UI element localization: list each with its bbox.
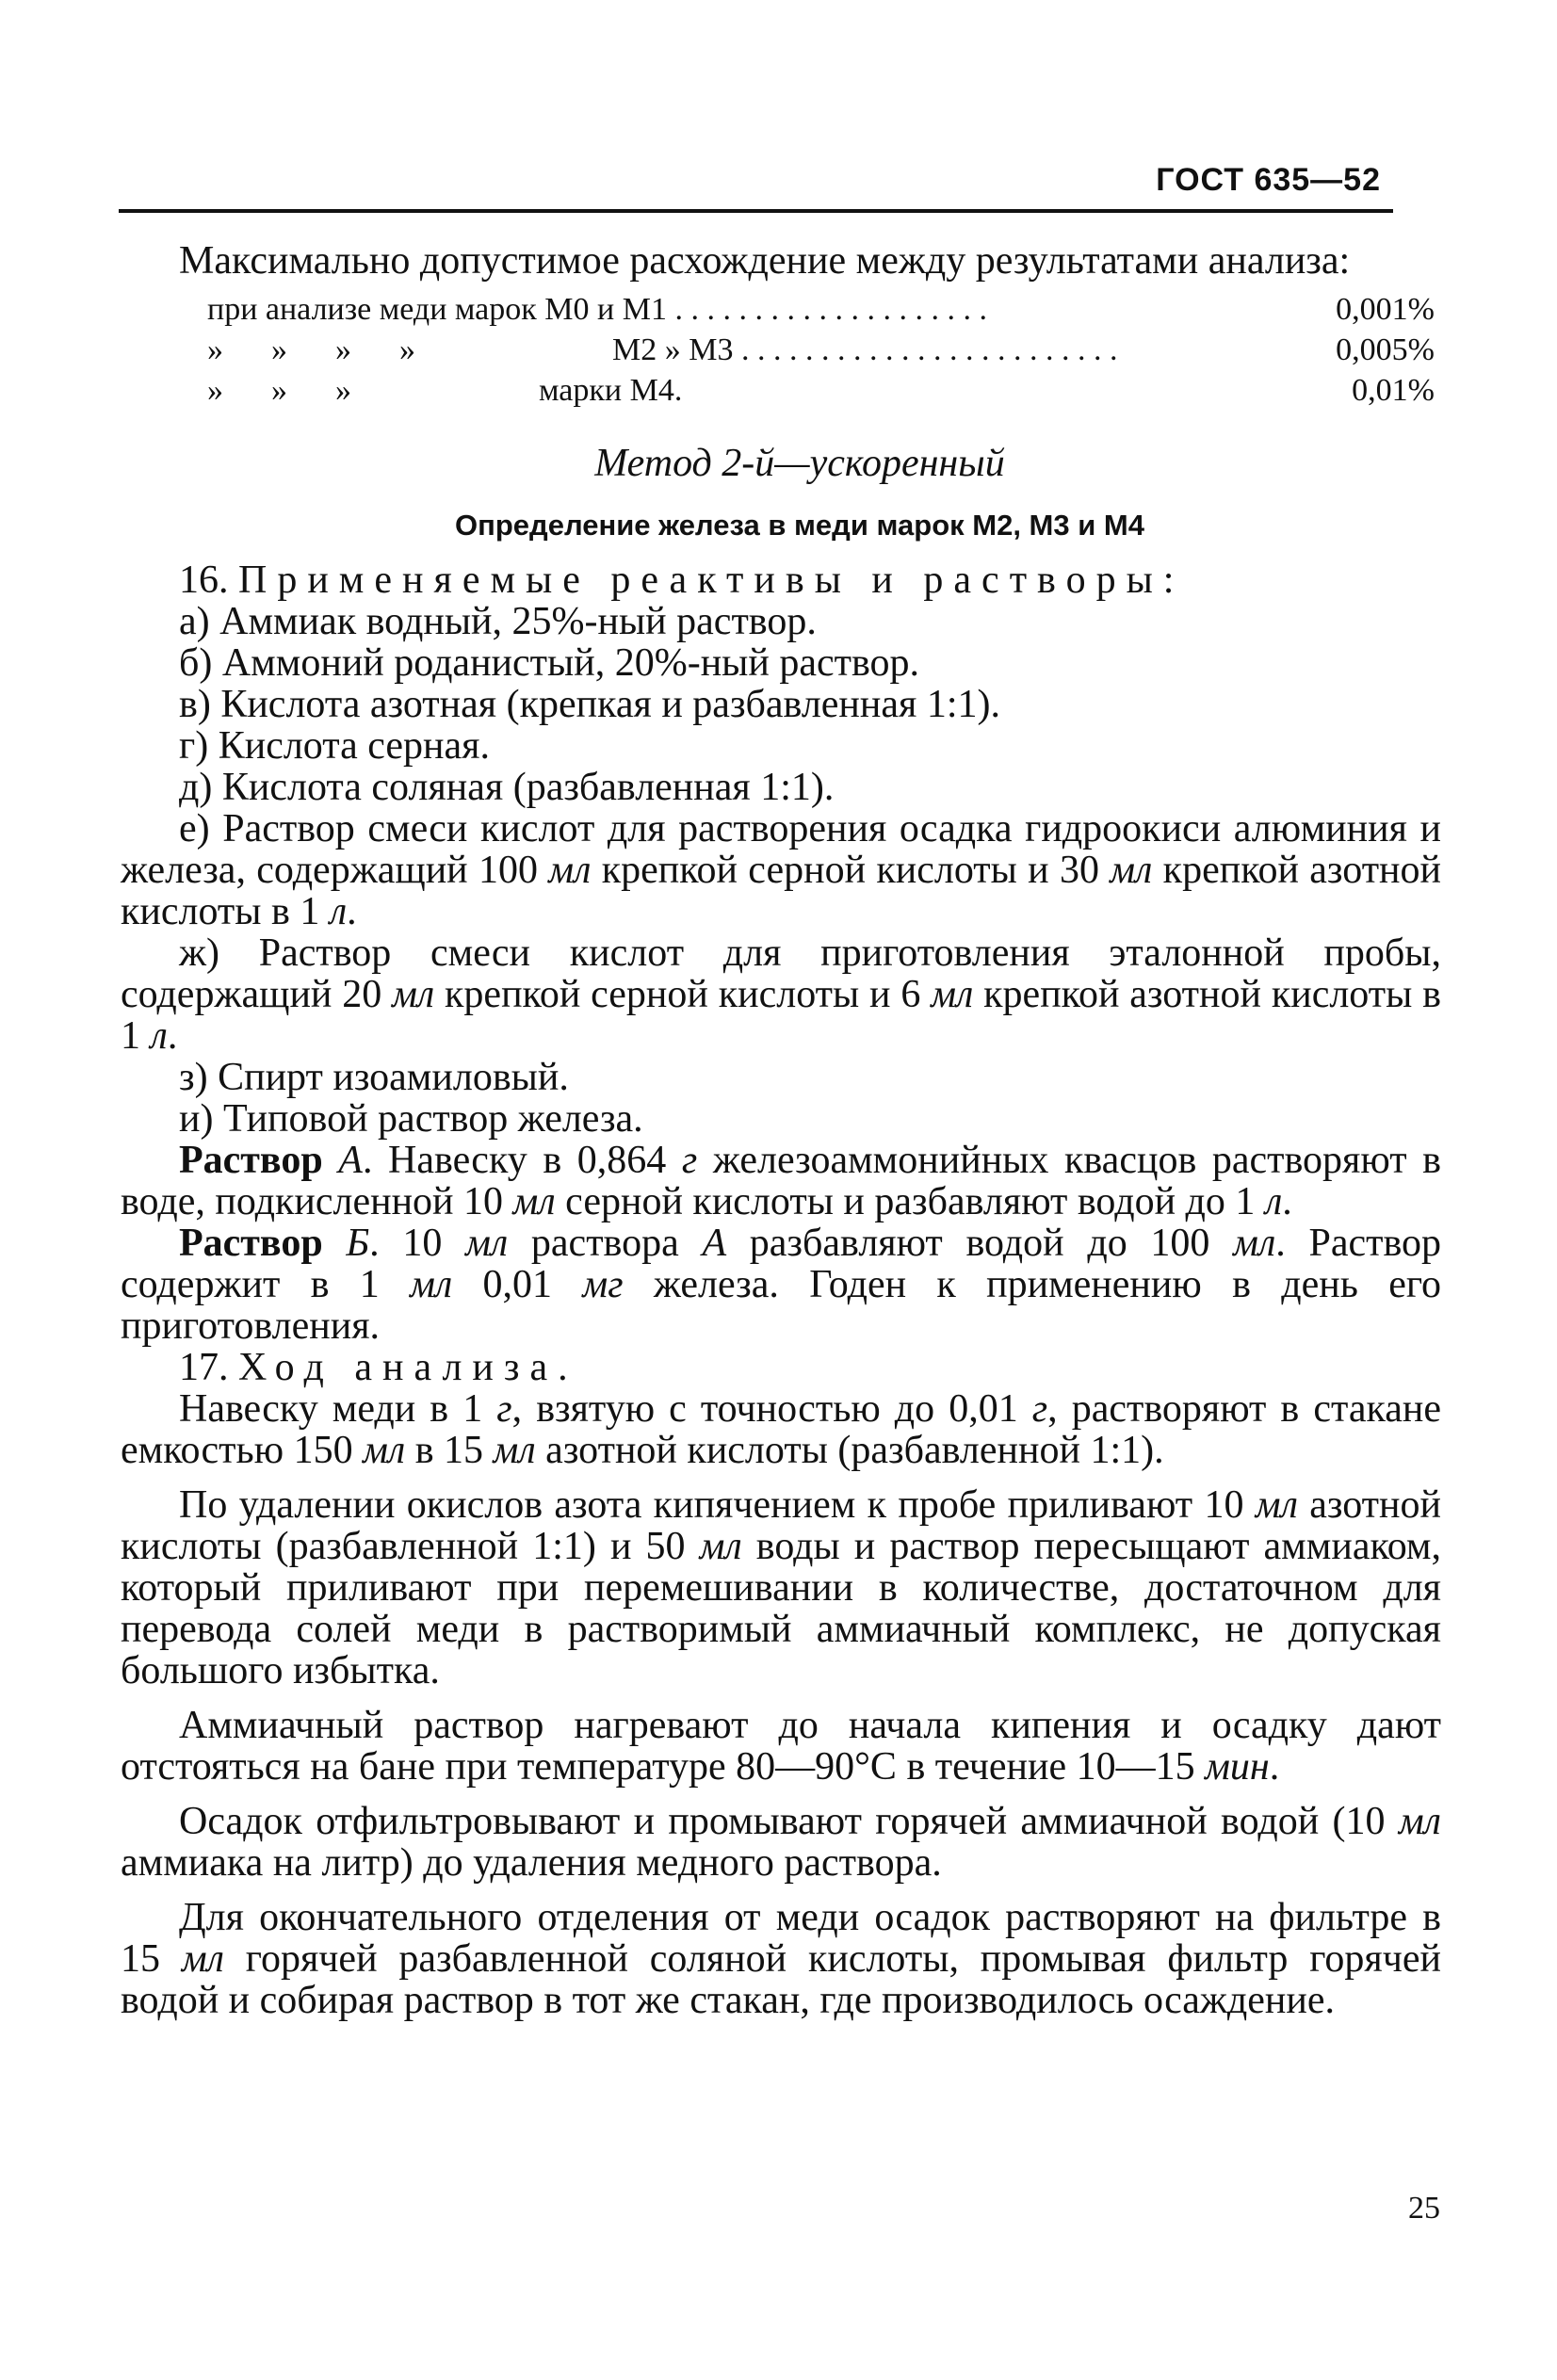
reagent-item: ж) Раствор смеси кислот для приготовления эталонной пробы, содержащий 20 мл крепкой серной кислоты и 6 мл крепкой азотной кислоты в 1 л. (121, 931, 1441, 1058)
reagent-item: д) Кислота соляная (разбавленная 1:1). (179, 766, 835, 809)
method-title: Метод 2-й—ускоренный (594, 442, 1005, 485)
discrepancy-value: 0,005% (1336, 332, 1435, 367)
procedure-paragraph: Навеску меди в 1 г, взятую с точностью до 0,01 г, растворяют в стакане емкостью 150 мл в 15 мл азотной кислоты (разбавленной 1:1). (121, 1387, 1441, 1472)
reagent-item: г) Кислота серная. (179, 724, 490, 768)
discrepancy-row (207, 289, 1435, 330)
discrepancy-value: 0,01% (1352, 373, 1435, 408)
section-16-heading (121, 559, 1441, 601)
ditto-marks: » » » (207, 373, 351, 408)
procedure-paragraph: По удалении окислов азота кипячением к пробе приливают 10 мл азотной кислоты (разбавленной 1:1) и 50 мл воды и раствор пересыщают аммиаком, который приливают при перемешивании в количестве, достаточном для перевода солей меди в растворимый аммиачный комплекс, не допуская большого избытка. (121, 1483, 1442, 1692)
discrepancy-label: марки М4. (539, 373, 683, 408)
discrepancy-label: М2 » М3 . . . . . . . . . . . . . . . . . . . . . . . . (612, 332, 1118, 367)
procedure-paragraph: Для окончательного отделения от меди осадок растворяют на фильтре в 15 мл горячей разбавленной соляной кислоты, промывая фильтр горячей водой и собирая раствор в тот же стакан, где производилось осаждение. (121, 1896, 1441, 2022)
page-body (121, 240, 1441, 2021)
reagent-item: в) Кислота азотная (крепкая и разбавленная 1:1). (179, 683, 1000, 726)
procedure-paragraph: Осадок отфильтровывают и промывают горячей аммиачной водой (10 мл аммиака на литр) до удаления медного раствора. (121, 1800, 1441, 1885)
page-number: 25 (1408, 2191, 1440, 2226)
solution-a-paragraph: Раствор А. Навеску в 0,864 г железоаммонийных квасцов растворяют в воде, подкисленной 10 мл серной кислоты и разбавляют водой до 1 л. (121, 1139, 1441, 1223)
ditto-marks: » » » » (207, 332, 415, 367)
discrepancy-row (207, 330, 1435, 370)
section-heading-spaced: Применяемые реактивы и растворы: (238, 559, 1185, 602)
intro-paragraph: Максимально допустимое расхождение между результатами анализа: (179, 239, 1351, 283)
reagent-item: е) Раствор смеси кислот для растворения осадка гидроокиси алюминия и железа, содержащий 100 мл крепкой серной кислоты и 30 мл крепкой азотной кислоты в 1 л. (121, 807, 1442, 933)
reagent-item: з) Спирт изоамиловый. (179, 1056, 569, 1099)
max-discrepancy-table (207, 289, 1435, 411)
discrepancy-row (207, 370, 1435, 411)
reagent-item: а) Аммиак водный, 25%-ный раствор. (179, 600, 817, 643)
solution-b-paragraph: Раствор Б. 10 мл раствора А разбавляют водой до 100 мл. Раствор содержит в 1 мл 0,01 мг железа. Годен к применению в день его приготовления. (121, 1222, 1442, 1348)
header-rule (119, 209, 1393, 213)
section-17-heading (121, 1347, 1441, 1388)
section-number: 16. (179, 559, 229, 602)
document-number: ГОСТ 635—52 (1156, 162, 1381, 198)
section-number: 17. (179, 1346, 229, 1389)
discrepancy-label: при анализе меди марок М0 и М1 . . . . . . . . . . . . . . . . . . . . (207, 292, 987, 327)
reagent-item: б) Аммоний роданистый, 20%-ный раствор. (179, 641, 920, 685)
reagent-item: и) Типовой раствор железа. (179, 1097, 643, 1141)
method-subtitle: Определение железа в меди марок М2, М3 и М4 (455, 509, 1144, 542)
procedure-paragraph: Аммиачный раствор нагревают до начала кипения и осадку дают отстояться на бане при температуре 80—90°С в течение 10—15 мин. (121, 1704, 1441, 1789)
discrepancy-value: 0,001% (1336, 292, 1435, 327)
section-heading-spaced: Ход анализа. (238, 1346, 578, 1389)
